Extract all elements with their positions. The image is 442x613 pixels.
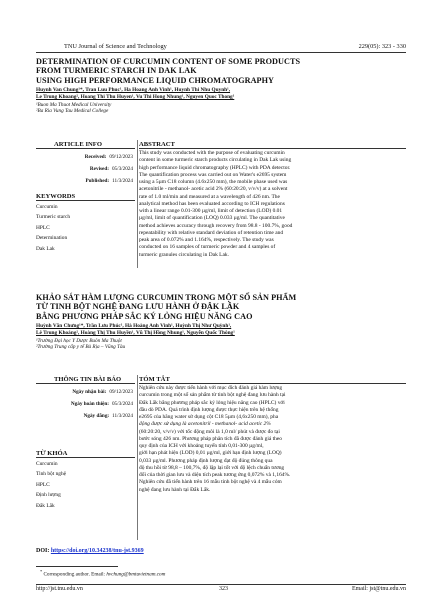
article-info-heading: THÔNG TIN BÀI BÁO xyxy=(36,375,135,384)
vietnamese-title-block xyxy=(36,293,406,351)
article-dates xyxy=(36,384,135,423)
revised-date: Ngày hoàn thiện: 05/3/2024 xyxy=(70,401,133,408)
abstract-line: đối của thời gian lưu và diện tích peak tương ứng 0,072% và 1,164%. xyxy=(139,472,291,478)
doi-label: DOI: xyxy=(36,548,50,554)
doi-line xyxy=(36,548,144,554)
abstract-line: động được sử dụng là acetonitril - methanol- acid acetic 2% xyxy=(139,421,271,428)
english-title-line: DETERMINATION OF CURCUMIN CONTENT OF SOME PRODUCTS xyxy=(36,57,301,66)
abstract-line: bước sóng 426 nm. Phương pháp phân tích đã được đánh giá theo xyxy=(139,435,282,442)
keyword-item: Determination xyxy=(36,235,68,242)
english-authors xyxy=(36,87,406,102)
journal-header xyxy=(36,42,406,54)
article-info-column xyxy=(36,140,135,254)
keyword-item: Dak Lak xyxy=(36,245,55,252)
abstract-line: e2695 của hãng water sử dụng cột C18 5µm (4,6x250 mm), pha xyxy=(139,414,279,420)
abstract-line: method achieves accuracy through recovery from 98.8 - 100.7%, good xyxy=(139,222,293,229)
keywords-heading: KEYWORDS xyxy=(36,192,135,201)
abstract-line: độ thu hồi từ 98,8 – 100,7%, độ lặp lại tốt với độ lệch chuẩn tương xyxy=(139,464,285,471)
keyword-item: Turmeric starch xyxy=(36,214,71,221)
abstract-line: rate of 1.0 ml/min and measured at a wavelength of 426 nm. The xyxy=(139,193,280,200)
published-date: Published: 11/3/2024 xyxy=(85,178,133,185)
abstract-line: (60:20:20, v/v/v) với tốc động môi là 1,0 ml/ phút và được đo tại xyxy=(139,428,280,435)
footnote-marker: * xyxy=(40,569,43,574)
abstract-line: This study was conducted with the purpose of evaluating curcumin xyxy=(139,150,285,156)
abstract-line: The quantification process was carried out on Water's e2695 system xyxy=(139,171,287,178)
vietnamese-authors xyxy=(36,323,406,338)
page-number: 323 xyxy=(219,586,228,592)
keyword-item: Curcumin xyxy=(36,203,58,210)
footer-rule xyxy=(36,584,406,585)
english-article-info xyxy=(36,140,406,268)
footer-url[interactable]: http://jst.tnu.edu.vn xyxy=(36,586,83,592)
keyword-item: HPLC xyxy=(36,481,50,488)
keywords-heading: TỪ KHÓA xyxy=(36,449,135,458)
revised-date: Revised: 05/3/2024 xyxy=(89,166,133,173)
keywords-list xyxy=(36,201,135,255)
page-footer xyxy=(36,584,406,594)
keyword-item: Định lượng xyxy=(36,492,61,499)
abstract-line: acetonitrile - methanol- acetic acid 2% (60:20:20, v/v/v) at a solvent xyxy=(139,186,288,193)
corresponding-author-note xyxy=(40,569,165,578)
abstract-line: using a 5µm C18 column (4.6x250 mm), the mobile phase used was xyxy=(139,179,288,185)
footnote-email[interactable]: hvchung@bmtuvietnam.com xyxy=(106,571,166,578)
english-authors-line: Huynh Van Chung¹*, Tran Luu Phuc¹, Ha Hoang Anh Vinh¹, Huynh Thi Nhu Quynh¹, xyxy=(36,86,231,93)
footnote-label: Corresponding author. xyxy=(43,571,90,578)
column-divider xyxy=(137,375,138,540)
abstract-line: analytical method has been evaluated according to ICH regulations xyxy=(139,200,285,207)
abstract-line: content in some turmeric starch products circulating in Dak Lak using xyxy=(139,157,292,164)
vietnamese-title-line: BẰNG PHƯƠNG PHÁP SẮC KÝ LỎNG HIỆU NĂNG CAO xyxy=(36,311,253,321)
english-affiliation: ¹Buon Ma Thuot Medical University xyxy=(36,102,112,109)
keywords-list xyxy=(36,458,135,512)
vietnamese-title-line: TỪ TINH BỘT NGHỆ ĐANG LƯU HÀNH Ở ĐẬK LẬK xyxy=(36,302,240,312)
abstract-column xyxy=(139,375,406,494)
abstract-line: Đắk Lắk bằng phương pháp sắc ký lỏng hiệu năng cao (HPLC) với xyxy=(139,399,285,406)
footer-email: Email: jst@tnu.edu.vn xyxy=(351,586,406,592)
abstract-text xyxy=(139,149,406,259)
received-date: Received: 09/12/2023 xyxy=(84,154,133,160)
abstract-line: high performance liquid chromatography (HPLC) with PDA detector. xyxy=(139,164,291,171)
abstract-line: giới hạn phát hiện (LOD) 0,01 µg/ml, giới hạn định lượng (LOQ) xyxy=(139,450,282,457)
abstract-line: conducted on 16 samples of turmeric powder and 4 samples of xyxy=(139,244,276,251)
abstract-line: peak area of 0.072% and 1.164%, respectively. The study was xyxy=(139,237,274,243)
keyword-item: HPLC xyxy=(36,224,50,231)
english-title-block xyxy=(36,57,406,115)
vietnamese-article-info xyxy=(36,375,406,540)
article-dates xyxy=(36,149,135,188)
vietnamese-title-line: KHẢO SÁT HÀM LƯỢNG CURCUMIN TRONG MỘT SỐ SẢN PHẨM xyxy=(36,293,297,302)
article-info-column xyxy=(36,375,135,511)
vietnamese-title xyxy=(36,293,406,321)
vietnamese-affiliation: ¹Trường Đại học Y Dược Buôn Ma Thuột xyxy=(36,338,122,345)
abstract-line: with a linear range 0.01-300 µg/ml, limit of detection (LOD) 0.01 xyxy=(139,208,283,214)
abstract-line: curcumin trong một số sản phẩm từ tinh bột nghệ đang lưu hành tại xyxy=(139,392,286,399)
article-info-heading: ARTICLE INFO xyxy=(36,140,135,149)
abstract-text xyxy=(139,384,406,494)
abstract-line: quy định của ICH với khoảng tuyến tính 0,01-300 µg/ml, xyxy=(139,443,264,449)
vietnamese-authors-line: Huỳnh Văn Chưng¹*, Trần Lưu Phúc¹, Hà Hoàng Anh Vinh¹, Huỳnh Thị Như Quỳnh¹, xyxy=(36,322,232,329)
english-title-line: FROM TURMERIC STARCH IN DAK LAK xyxy=(36,66,197,76)
footnote-rule xyxy=(36,566,118,567)
abstract-line: turmeric granules circulating in Dak Lak. xyxy=(139,251,229,258)
abstract-line: đầu dò PDA. Quá trình định lượng được thực hiện trên hệ thống xyxy=(139,406,279,413)
keyword-item: Đắk Lắk xyxy=(36,502,55,509)
abstract-line: 0,033 µg/ml. Phương pháp định lượng đạt độ đúng thông qua xyxy=(139,457,273,464)
journal-name: TNU Journal of Science and Technology xyxy=(64,43,167,50)
vietnamese-affiliation: ²Trường Trung cấp y tế Bà Rịa – Vũng Tàu xyxy=(36,344,126,351)
abstract-heading: ABSTRACT xyxy=(139,140,406,149)
header-rule xyxy=(36,52,406,53)
abstract-column xyxy=(139,140,406,259)
keyword-item: Curcumin xyxy=(36,460,58,467)
abstract-line: Nghiên cứu đã tiến hành trên 16 mẫu tinh bột nghệ và 4 mẫu cóm xyxy=(139,479,282,486)
english-authors-line: Le Trung Khoang², Hoang Thi Thu Huyen¹, Vu Thi Hong Nhung¹, Nguyen Quoc Thong¹ xyxy=(36,94,235,101)
footnote-email-label: Email: xyxy=(91,571,106,578)
abstract-line: Nghiên cứu này được tiến hành với mục đích đánh giá hàm lượng xyxy=(139,385,283,391)
received-date: Ngày nhận bài: 09/12/2023 xyxy=(72,389,133,395)
abstract-line: repeatability with relative standard deviation of retention time and xyxy=(139,229,284,236)
abstract-heading: TÓM TẮT xyxy=(139,375,406,384)
journal-issue: 229(05): 323 - 330 xyxy=(358,43,406,50)
doi-link[interactable]: https://doi.org/10.34238/tnu-jst.9369 xyxy=(50,548,144,554)
abstract-line: nghệ đang lưu hành tại Đắk Lắk. xyxy=(139,486,211,493)
english-affiliation: ²Ba Ria Vung Tau Medical College xyxy=(36,108,109,115)
english-title xyxy=(36,57,406,85)
abstract-line: µg/ml, limit of quantification (LOQ) 0.033 µg/ml. The quantitative xyxy=(139,215,285,222)
column-divider xyxy=(137,140,138,268)
published-date: Ngày đăng: 11/3/2024 xyxy=(83,413,133,420)
vietnamese-authors-line: Lê Trung Khoáng², Hoàng Thị Thu Huyền¹, Vũ Thị Hồng Nhung¹, Nguyễn Quốc Thông¹ xyxy=(36,330,235,337)
english-title-line: USING HIGH PERFORMANCE LIQUID CHROMATOGRAPHY xyxy=(36,75,274,85)
keyword-item: Tinh bột nghệ xyxy=(36,471,67,478)
